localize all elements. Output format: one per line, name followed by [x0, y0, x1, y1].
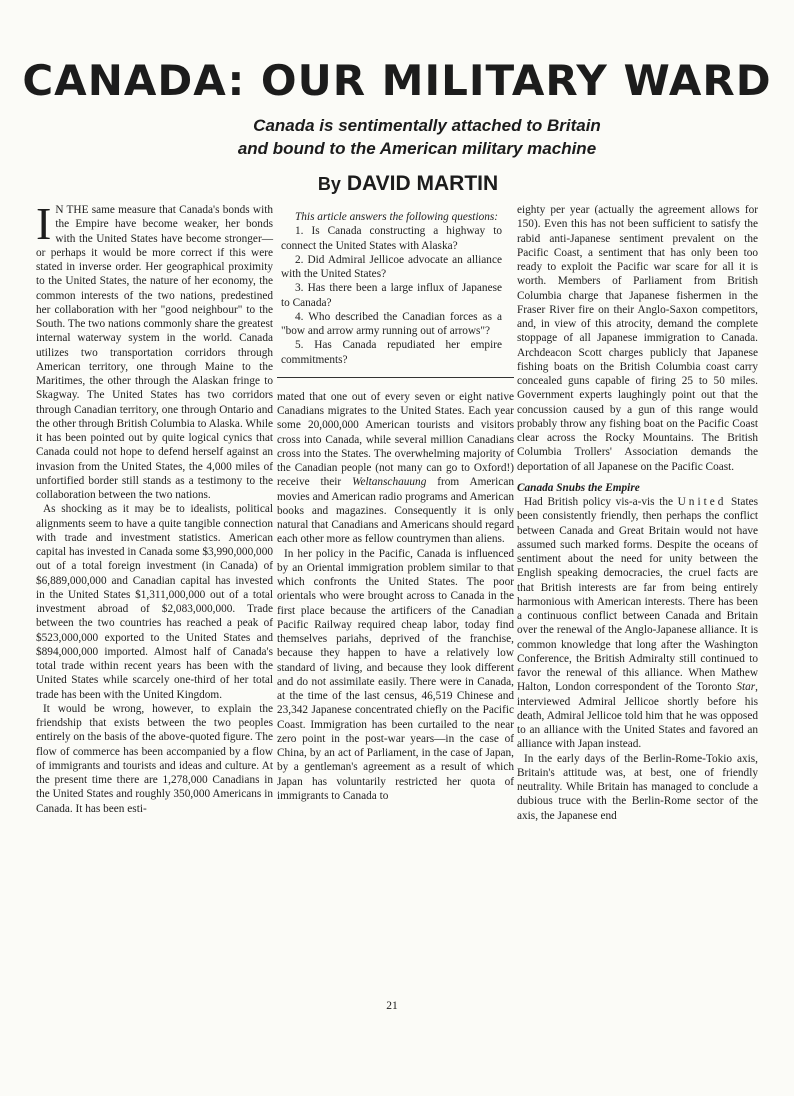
body-paragraph: I N THE same measure that Canada's bonds with the Empire have become weaker, her bonds with the United States have become stronger—or perhaps it would be more correct if this were stated in inverse order. Her geographical proximity to the United States, the nature of her economy, the common interests of the two nations, predestined her collaboration with her "good neighbour" to the South. The two nations commonly share the greatest internal waterway system in the world. Canada utilizes two transportation corridors through American territory, one through Maine to the Maritimes, the other through the Alaskan fringe to Skagway. The United States has two corridors through Canadian territory, one through Ontario and the other through British Columbia to Alaska. While it has been pointed out by quite logical cynics that Canada could not hope to defend herself against an invasion from the United States, the 4,000 miles of unfortified border still stands as a testimony to the collaboration between the two nations. [36, 198, 273, 501]
body-paragraph: mated that one out of every seven or eight native Canadians migrates to the United States. Each year some 20,000,000 American tourists and visitors cross into Canada, while several million Canadians cross into the States. The overwhelming majority of the Canadian people (not many can go to Oxford!) receive their Weltanschauung from American movies and American radio programs and American books and magazines. Consequently it is only natural that Canadians and Americans should regard each other more as fellow countrymen than aliens. [277, 390, 514, 546]
sidebar-question: 5. Has Canada repudiated her empire commitments? [281, 339, 502, 366]
drop-cap: I [36, 198, 52, 249]
column-3 [517, 203, 758, 823]
body-paragraph: It would be wrong, however, to explain the friendship that exists between the two peoples entirely on the basis of the above-quoted figure. The flow of commerce has been accompanied by a flow of immigrants and tourists and ideas and culture. At the present time there are 1,278,000 Canadians in the United States and roughly 350,000 Americans in Canada. It has been esti- [36, 702, 273, 815]
section-subhead: Canada Snubs the Empire [517, 481, 640, 494]
questions-sidebar [277, 203, 514, 367]
sidebar-question: 4. Who described the Canadian forces as a "bow and arrow army running out of arrows"? [281, 310, 502, 337]
sidebar-divider [277, 377, 514, 378]
body-paragraph: Had British policy vis-a-vis the United States been consistently friendly, then perhaps the conflict between Canada and Great Britain would not have assumed such marked forms. Despite the oceans of sentiment about the need for unity between the English speaking democracies, the cruel facts are that British interests are far from being entirely harmonious with American interests. There has been a continuous conflict between Canada and Britain over the renewal of the Anglo-Japanese alliance. It is common knowledge that long after the Washington Conference, the British Admiralty still continued to favor the renewal of this alliance. When Mathew Halton, London correspondent of the Toronto Star, interviewed Admiral Jellicoe shortly before his death, Admiral Jellicoe told him that he was opposed to an alliance with the United States and favored an alliance with Japan instead. [517, 496, 758, 751]
author-name: DAVID MARTIN [346, 172, 499, 195]
body-paragraph: In the early days of the Berlin-Rome-Tokio axis, Britain's attitude was, at best, one of friendly neutrality. While Britain has managed to conclude a dubious truce with the Berlin-Rome sector of the axis, the Japanese end [517, 752, 758, 822]
sidebar-question: 1. Is Canada constructing a highway to connect the United States with Alaska? [281, 225, 502, 252]
subtitle-line-2: and bound to the American military machine [237, 139, 597, 158]
subtitle-line-1: Canada is sentimentally attached to Britain [253, 116, 601, 135]
column-1 [36, 198, 273, 816]
body-paragraph: eighty per year (actually the agreement allows for 150). Even this has not been sufficient to satisfy the rabid anti-Japanese sentiment prevalent on the Pacific Coast, a sentiment that has only been too ready to exploit the Pacific war scare for all it is worth. Members of Parliament from British Columbia charge that Japanese fishermen in the Fraser River fire on their Anglo-Saxon competitors, and, in view of this atrocity, demand the complete stoppage of all Japanese immigration to Canada. Archdeacon Scott charges publicly that Japanese fishing boats on the British Columbia coast carry concealed guns capable of firing 25 to 50 miles. Government experts laughingly point out that the concussion caused by a gun of this range would probably throw any fishing boat on the Pacific Coast clear across the Rocky Mountains. The British Columbia Trollers' Association demands the deportation of all Japanese on the Pacific Coast. [517, 204, 758, 473]
body-paragraph: As shocking as it may be to idealists, political alignments seem to have a quite tangible connection with trade and investment statistics. American capital has invested in Canada some $3,990,000,000 out of a total foreign investment (in Canada) of $6,889,000,000 and Canadian capital has invested in the United States $1,311,000,000 out of a total investment abroad of $2,083,000,000. Trade between the two countries has reached a peak of $523,000,000 exported to the United States and $894,000,000 imported. Almost half of Canada's total trade within recent years has been with the United States while scarcely one-third of her total trade has been with the United Kingdom. [36, 503, 273, 701]
column-2 [277, 203, 514, 803]
page-number: 21 [386, 1000, 398, 1012]
sidebar-question: 2. Did Admiral Jellicoe advocate an alliance with the United States? [281, 253, 502, 280]
byline-prefix: By [317, 174, 341, 194]
article-title: CANADA: OUR MILITARY WARD [22, 56, 772, 105]
byline [0, 173, 794, 194]
sidebar-intro: This article answers the following questions: [295, 211, 499, 223]
body-paragraph: In her policy in the Pacific, Canada is influenced by an Oriental immigration problem similar to that which confronts the United States. The poor orientals who were brought across to Canada in the first place because the artificers of the Canadian Pacific Railway required cheap labor, today find themselves pariahs, deprived of the franchise, because they happen to have a relatively low standard of living, and because they look different and do not assimilate easily. There were in Canada, at the time of the last census, 46,519 Chinese and 23,342 Japanese concentrated chiefly on the Pacific Coast. Immigration has been curtailed to the near zero point in the post-war years—in the case of China, by an act of Parliament, in the case of Japan, by a gentleman's agreement as a result of which Japan has voluntarily restricted her quota of immigrants to Canada to [277, 547, 514, 802]
sidebar-question: 3. Has there been a large influx of Japanese to Canada? [281, 282, 502, 309]
